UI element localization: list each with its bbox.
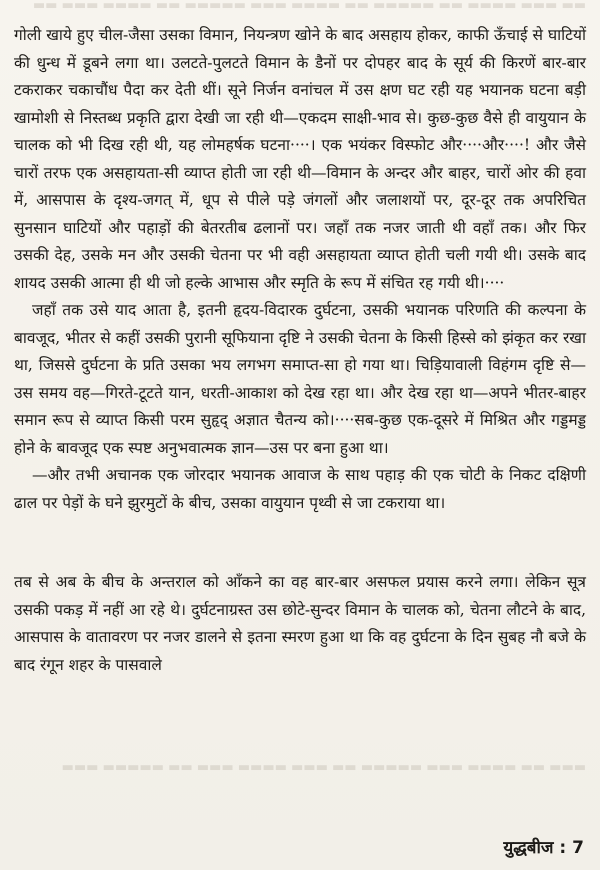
paragraph-4: तब से अब के बीच के अन्तराल को आँकने का वह बार-बार असफल प्रयास करने लगा। लेकिन सूत्र उसकी पकड़ में नहीं आ रहे थे। दुर्घटनाग्रस्त उस छोटे-सुन्दर विमान के चालक को, चेतना लौटने के बाद, आसपास के वातावरण पर नजर डालने से इतना स्मरण हुआ था कि वह दुर्घटना के दिन सुबह नौ बजे के बाद रंगून शहर के पासवाले	[14, 573, 586, 674]
bleed-through-text-mid: ▬▬▬ ▬▬ ▬▬▬▬ ▬▬▬ ▬▬▬▬▬ ▬▬ ▬▬▬ ▬▬▬▬ ▬▬▬ ▬▬ ▬▬▬▬▬ ▬▬▬	[61, 760, 586, 775]
section-gap	[14, 517, 586, 569]
body-text	[14, 22, 586, 679]
paragraph-1: गोली खाये हुए चील-जैसा उसका विमान, नियन्त्रण खोने के बाद असहाय होकर, काफी ऊँचाई से घाटियों की धुन्ध में डूबने लगा था। उलटते-पुलटते विमान के डैनों पर दोपहर बाद के सूर्य की किरणें बार-बार टकराकर चकाचौंध पैदा कर देती थीं। सूने निर्जन वनांचल में उस क्षण घट रही यह भयानक घटना बड़ी खामोशी से निस्तब्ध प्रकृति द्वारा देखी जा रही थी—एकदम साक्षी-भाव से। कुछ-कुछ वैसे ही वायुयान के चालक को भी दिख रही थी, यह लोमहर्षक घटना····। एक भयंकर विस्फोट और····और····! और जैसे चारों तरफ एक असहायता-सी व्याप्त होती जा रही थी—विमान के अन्दर और बाहर, चारों ओर की हवा में, आसपास के दृश्य-जगत् में, धूप से पीले पड़े जंगलों और जलाशयों पर, दूर-दूर तक अपरिचित सुनसान घाटियों और पहाड़ों की बेतरतीब ढलानों पर। जहाँ तक नजर जाती थी वहाँ तक। और फिर उसकी देह, उसके मन और उसकी चेतना पर भी वही असहायता व्याप्त होती चली गयी थी। उसके बाद शायद उसकी आत्मा ही थी जो हल्के आभास और स्मृति के रूप में संचित रह गयी थी।····	[14, 26, 586, 292]
paragraph-3: —और तभी अचानक एक जोरदार भयानक आवाज के साथ पहाड़ की एक चोटी के निकट दक्षिणी ढाल पर पेड़ों के घने झुरमुटों के बीच, उसका वायुयान पृथ्वी से जा टकराया था।	[14, 466, 586, 512]
paragraph-2: जहाँ तक उसे याद आता है, इतनी हृदय-विदारक दुर्घटना, उसकी भयानक परिणति की कल्पना के बावजूद, भीतर से कहीं उसकी पुरानी सूफियाना दृष्टि ने उसकी चेतना के किसी हिस्से को झंकृत कर रखा था, जिससे दुर्घटना के प्रति उसका भय लगभग समाप्त-सा हो गया था। चिड़ियावाली विहंगम दृष्टि से—उस समय वह—गिरते-टूटते यान, धरती-आकाश को देख रहा था। और देख रहा था—अपने भीतर-बाहर समान रूप से व्याप्त किसी परम सुहृद् अज्ञात चैतन्य को।····सब-कुछ एक-दूसरे में मिश्रित और गड्डमड्ड होने के बावजूद एक स्पष्ट अनुभवात्मक ज्ञान—उस पर बना हुआ था।	[14, 301, 586, 457]
page-footer	[503, 835, 584, 858]
footer-book-title: युद्धबीज	[503, 838, 554, 858]
bleed-through-text-top: ▬▬ ▬▬▬ ▬▬▬▬ ▬▬ ▬▬▬▬▬ ▬▬ ▬▬▬▬ ▬▬▬ ▬▬▬▬▬ ▬▬ ▬▬▬▬ ▬▬▬ ▬▬	[32, 0, 586, 13]
footer-separator: :	[553, 838, 573, 858]
footer-page-number: 7	[572, 838, 584, 858]
